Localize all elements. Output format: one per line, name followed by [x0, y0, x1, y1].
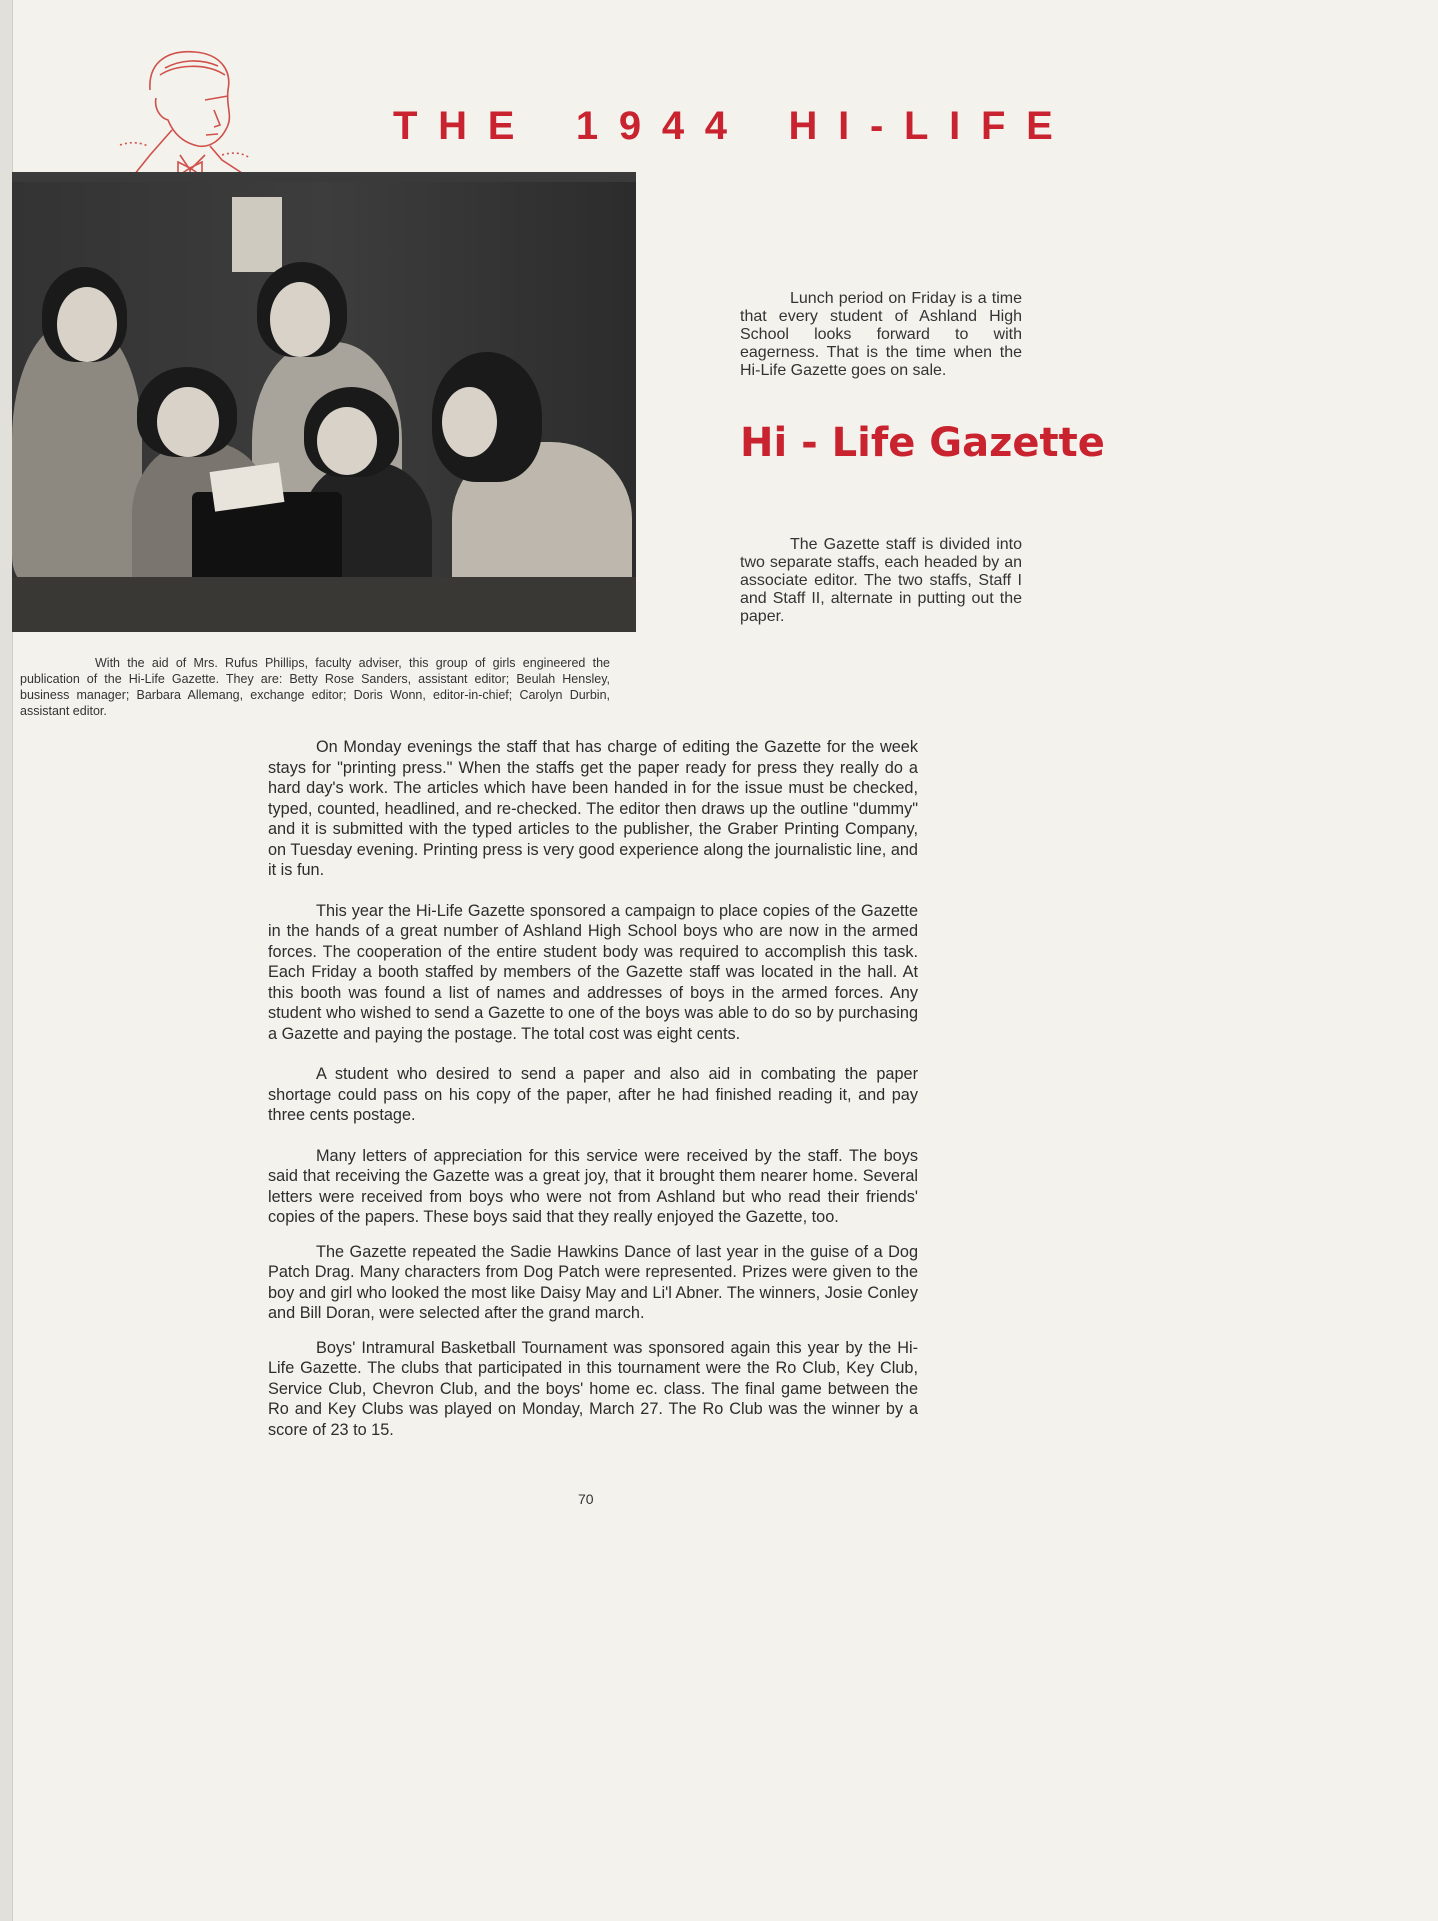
page-title — [393, 104, 1053, 149]
title-letter: I — [838, 104, 850, 148]
girl-face — [317, 407, 377, 475]
title-letter: 4 — [661, 104, 685, 148]
section-heading: Hi - Life Gazette — [740, 420, 1105, 466]
staffs-text: The Gazette staff is divided into two separate staffs, each headed by an associate editor. The two staffs, Staff I and Staff II, alternate in putting out the paper. — [740, 536, 1022, 625]
title-letter: H — [438, 104, 468, 148]
title-letter: E — [487, 104, 515, 148]
body-paragraph: Many letters of appreciation for this service were received by the staff. The boys said that receiving the Gazette was a great joy, that it brought them nearer home. Several letters were received from boys who were not from Ashland but who read their friends' copies of the papers. These boys said that they really enjoyed the Gazette, too. — [268, 1146, 918, 1226]
title-letter: I — [949, 104, 961, 148]
title-letter: 9 — [618, 104, 642, 148]
title-letter: E — [1026, 104, 1053, 148]
photo-caption — [20, 655, 610, 719]
desk — [12, 577, 636, 632]
title-letter: F — [980, 104, 1006, 148]
title-letter: - — [869, 104, 884, 148]
girl-face — [57, 287, 117, 362]
right-column — [740, 290, 1105, 626]
girl-face — [157, 387, 219, 457]
intro-paragraph — [740, 290, 1022, 380]
body-paragraph: The Gazette repeated the Sadie Hawkins Dance of last year in the guise of a Dog Patch Drag. Many characters from Dog Patch were represented. Prizes were given to the boy and girl who looked the most like Daisy May and Li'l Abner. The winners, Josie Conley and Bill Doran, were selected after the grand march. — [268, 1242, 918, 1322]
caption-text: With the aid of Mrs. Rufus Phillips, faculty adviser, this group of girls engineered the publication of the Hi-Life Gazette. They are: Betty Rose Sanders, assistant editor; Beulah Hensley, business manager; Barbara Allemang, exchange editor; Doris Wonn, editor-in-chief; Carolyn Durbin, assistant editor. — [20, 656, 610, 718]
man-portrait-logo-icon — [110, 30, 260, 195]
wall-poster — [232, 197, 282, 272]
title-letter: 1 — [575, 104, 599, 148]
title-letter: T — [393, 104, 418, 148]
staff-photo — [12, 172, 636, 632]
title-letter: H — [788, 104, 818, 148]
body-paragraph: On Monday evenings the staff that has charge of editing the Gazette for the week stays for "printing press." When the staffs get the paper ready for press they really do a hard day's work. The articles which have been handed in for the issue must be checked, typed, counted, headlined, and re-checked. The editor then draws up the outline "dummy" and it is submitted with the typed articles to the publisher, the Graber Printing Company, on Tuesday evening. Printing press is very good experience along the journalistic line, and it is fun. — [268, 738, 918, 879]
lower-content — [20, 655, 918, 1508]
body-paragraph: Boys' Intramural Basketball Tournament was sponsored again this year by the Hi-Life Gazette. The clubs that participated in this tournament were the Ro Club, Key Club, Service Club, Chevron Club, and the boys' home ec. class. The final game between the Ro and Key Clubs was played on Monday, March 27. The Ro Club was the winner by a score of 23 to 15. — [268, 1338, 918, 1439]
body-paragraph: A student who desired to send a paper and also aid in combating the paper shortage could pass on his copy of the paper, after he had finished reading it, and pay three cents postage. — [268, 1065, 918, 1124]
body-paragraph: This year the Hi-Life Gazette sponsored a campaign to place copies of the Gazette in the hands of a great number of Ashland High School boys who are now in the armed forces. The cooperation of the entire student body was required to accomplish this task. Each Friday a booth staffed by members of the Gazette staff was located in the hall. At this booth was found a list of names and addresses of boys in the armed forces. Any student who wished to send a Gazette to one of the boys was able to do so by purchasing a Gazette and paying the postage. The total cost was eight cents. — [268, 901, 918, 1043]
girl-face — [270, 282, 330, 357]
girl-face — [442, 387, 497, 457]
title-letter: 4 — [704, 104, 728, 148]
staffs-paragraph — [740, 536, 1022, 626]
title-letter: L — [903, 104, 929, 148]
intro-text: Lunch period on Friday is a time that every student of Ashland High School looks forward to with eagerness. That is the time when the Hi-Life Gazette goes on sale. — [740, 290, 1022, 379]
page-number: 70 — [578, 1491, 594, 1507]
article-body — [268, 737, 918, 1440]
